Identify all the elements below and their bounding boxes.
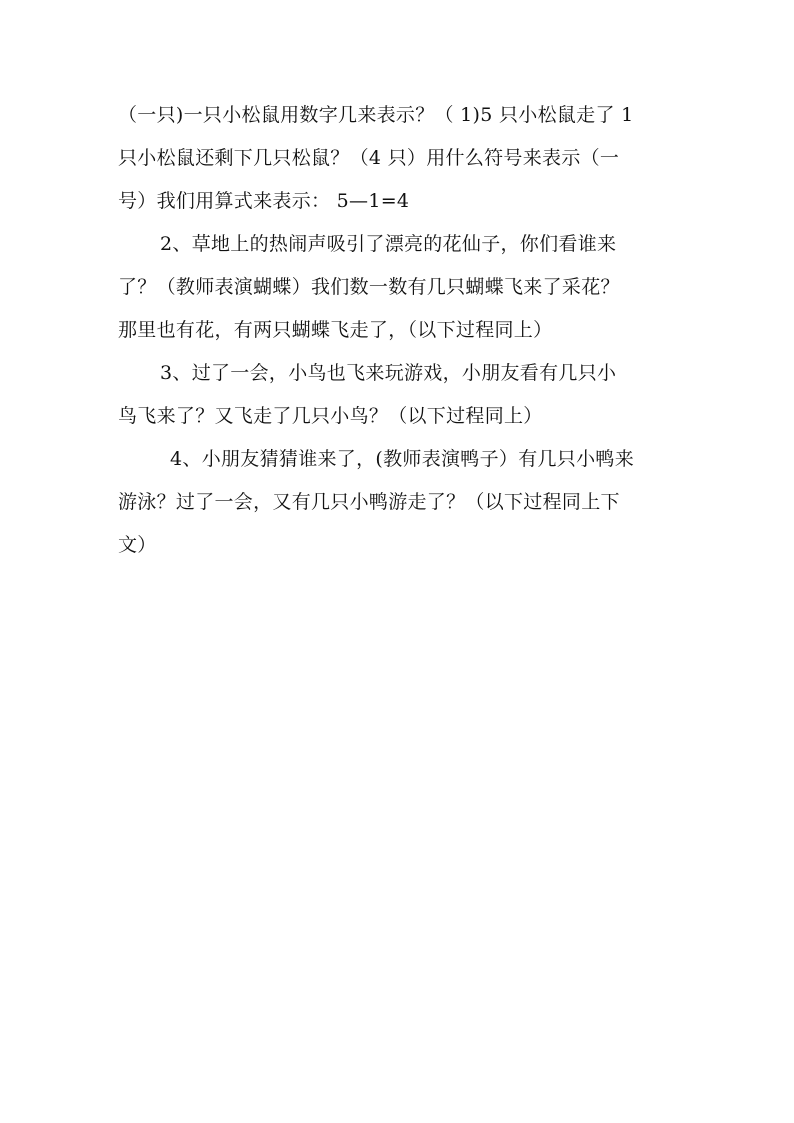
text-line: 鸟飞来了？又飞走了几只小鸟？（以下过程同上） (118, 405, 543, 427)
text-line: 了？（教师表演蝴蝶）我们数一数有几只蝴蝶飞来了采花？ (118, 276, 620, 298)
paragraph-4-start: 4、小朋友猜猜谁来了，(教师表演鸭子）有几只小鸭来 (170, 448, 635, 470)
text-line: 文） (118, 534, 157, 556)
paragraph-3-start: 3、过了一会，小鸟也飞来玩游戏，小朋友看有几只小 (160, 362, 617, 384)
text-line: 号）我们用算式来表示： 5—1=4 (118, 190, 410, 212)
text-line: 游泳？过了一会，又有几只小鸭游走了？（以下过程同上下 (118, 491, 620, 513)
paragraph-2-start: 2、草地上的热闹声吸引了漂亮的花仙子，你们看谁来 (160, 233, 617, 255)
text-line: 那里也有花，有两只蝴蝶飞走了，（以下过程同上） (118, 319, 553, 341)
text-line: 只小松鼠还剩下几只松鼠？（4 只）用什么符号来表示（一 (118, 147, 620, 169)
text-line: （一只)一只小松鼠用数字几来表示？（ 1)5 只小松鼠走了 1 (118, 104, 634, 126)
